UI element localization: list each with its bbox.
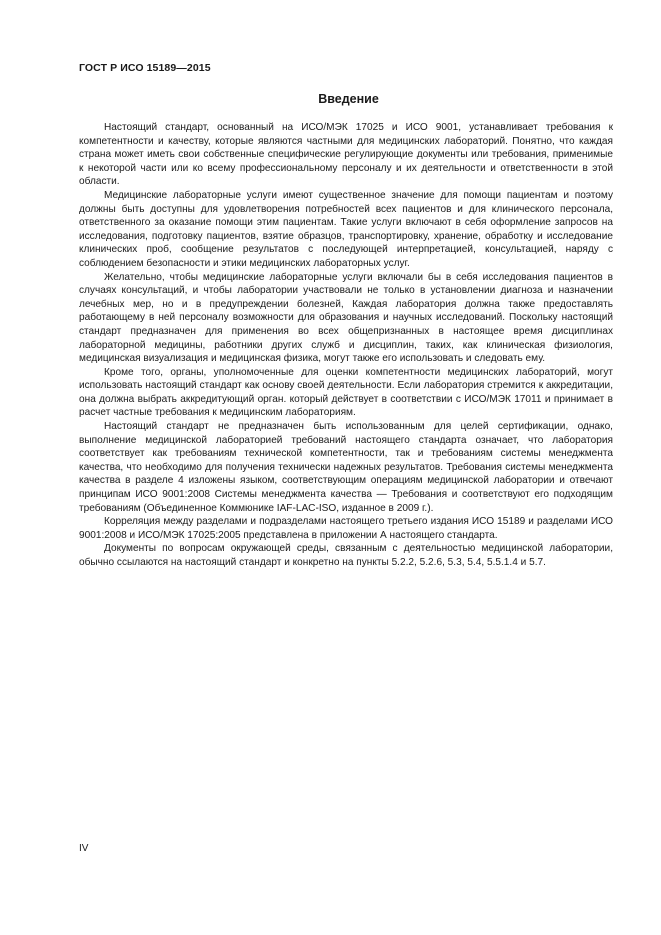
paragraph-7: Документы по вопросам окружающей среды, связанным с деятельностью медицинской лаборатории, обычно ссылаются на настоящий стандарт и конкретно на пункты 5.2.2, 5.2.6, 5.3, 5.4, 5.5.1.4 и 5.7. xyxy=(79,543,613,568)
section-title: Введение xyxy=(318,92,379,106)
paragraph-4: Кроме того, органы, уполномоченные для оценки компетентности медицинских лабораторий, могут использовать настоящий стандарт как основу своей деятельности. Если лаборатория стремится к аккредитации, она должна выбрать аккредитующий орган. который действует в соответствии с ИСО/МЭК 17011 и принимает в расчет частные требования к медицинским лабораториям. xyxy=(79,366,613,419)
paragraph-1: Настоящий стандарт, основанный на ИСО/МЭК 17025 и ИСО 9001, устанавливает требования к компетентности и качеству, которые являются частными для медицинских лабораторий. Понятно, что каждая страна может иметь свои собственные специфические регулирующие документы или требования, применимые к некоторой части или ко всему профессиональному персоналу и их деятельности и ответственности в этой области. xyxy=(79,122,613,188)
paragraph-6: Корреляция между разделами и подразделами настоящего третьего издания ИСО 15189 и разделами ИСО 9001:2008 и ИСО/МЭК 17025:2005 представлена в приложении А настоящего стандарта. xyxy=(79,516,613,541)
paragraph-2: Медицинские лабораторные услуги имеют существенное значение для помощи пациентам и поэтому должны быть доступны для удовлетворения потребностей всех пациентов и для клинического персонала, ответственного за оказание помощи этим пациентам. Такие услуги включают в себя оформление запросов на исследования, подготовку пациентов, взятие образцов, транспортировку, хранение, обработку и исследование клинических проб, сообщение результатов с последующей интерпретацией, консультацией, наряду с соблюдением безопасности и этики медицинских лабораторных услуг. xyxy=(79,189,613,269)
page-header-standard-id: ГОСТ Р ИСО 15189—2015 xyxy=(79,62,211,74)
introduction-body xyxy=(79,121,613,570)
paragraph-3: Желательно, чтобы медицинские лабораторные услуги включали бы в себя исследования пациентов в случаях консультаций, и чтобы лаборатории участвовали не только в установлении диагноза и назначении лечебных мер, но и в предупреждении болезней, Каждая лаборатория должна также предоставлять работающему в ней персоналу возможности для образования и научных исследований. Поскольку настоящий стандарт предназначен для применения во всех общепризнанных в настоящее время дисциплинах лабораторной медицины, работники других служб и дисциплин, таких, как клиническая физиология, медицинская визуализация и медицинская физика, могут также его использовать и следовать ему. xyxy=(79,271,613,365)
paragraph-5: Настоящий стандарт не предназначен быть использованным для целей сертификации, однако, выполнение медицинской лабораторией требований настоящего стандарта означает, что лаборатория соответствует как требованиям технической компетентности, так и требованиям системы менеджмента качества, что необходимо для получения технически надежных результатов. Требования системы менеджмента качества в разделе 4 изложены языком, соответствующим операциям медицинской лаборатории и отвечают принципам ИСО 9001:2008 Системы менеджмента качества — Требования и соответствуют его подходящим требованиям (Объединенное Коммюнике IAF-LAC-ISO, изданное в 2009 г.). xyxy=(79,421,613,514)
page-number: IV xyxy=(79,843,89,854)
